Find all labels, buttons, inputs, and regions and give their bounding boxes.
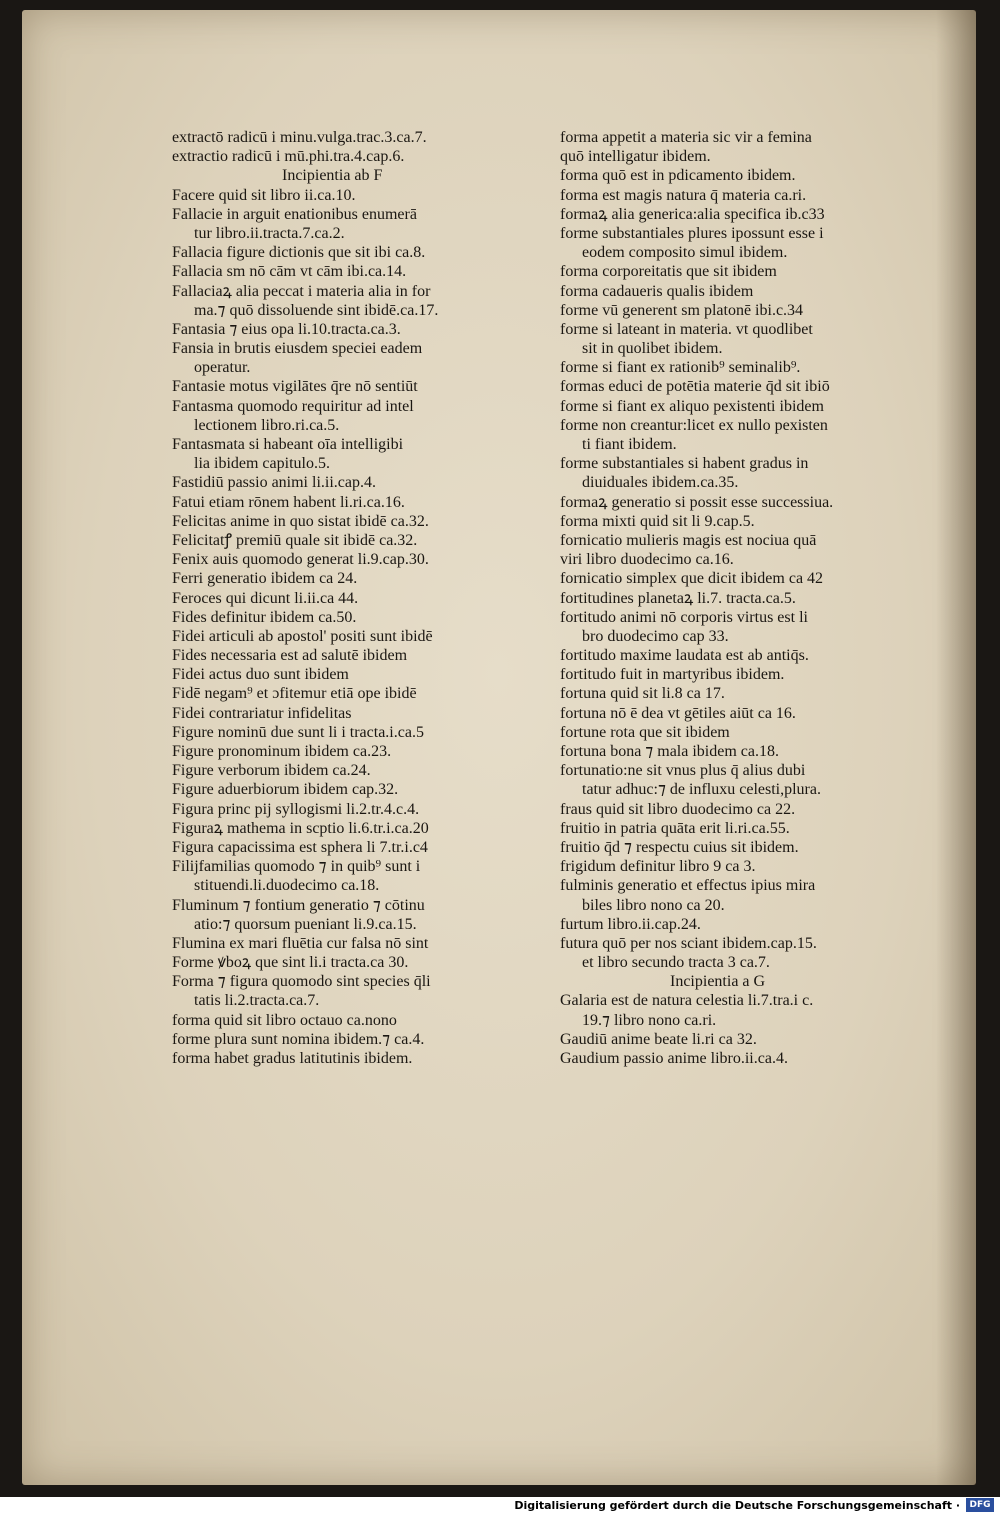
index-entry: furtum libro.ii.cap.24. xyxy=(560,915,701,933)
index-entry: fraus quid sit libro duodecimo ca 22. xyxy=(560,800,796,818)
index-entry: fortitudo fuit in martyribus ibidem. xyxy=(560,666,785,684)
index-entry: Feroces qui dicunt li.ii.ca 44. xyxy=(172,589,359,607)
left-column xyxy=(172,128,562,1068)
index-entry: biles libro nono ca 20. xyxy=(582,896,725,914)
index-entry: Flumina ex mari fluētia cur falsa nō sint xyxy=(172,934,429,952)
index-entry: stituendi.li.duodecimo ca.18. xyxy=(194,877,380,895)
index-entry: forme non creantur:licet ex nullo pexisten xyxy=(560,416,828,434)
index-entry: fortitudo animi nō corporis virtus est li xyxy=(560,608,808,626)
index-entry: forme plura sunt nomina ibidem.⁊ ca.4. xyxy=(172,1030,425,1048)
index-entry: viri libro duodecimo ca.16. xyxy=(560,551,734,569)
index-entry: Fides definitur ibidem ca.50. xyxy=(172,608,357,626)
index-entry: forme vū generent sm platonē ibi.c.34 xyxy=(560,301,804,319)
index-entry: Filijfamilias quomodo ⁊ in quib⁹ sunt i xyxy=(172,858,421,876)
index-entry: Gaudiū anime beate li.ri ca 32. xyxy=(560,1030,757,1048)
index-entry: Fallacie in arguit enationibus enumerā xyxy=(172,205,417,223)
index-entry: fortunatio:ne sit vnus plus q̄ alius dubi xyxy=(560,762,806,780)
right-column xyxy=(560,128,960,1068)
index-entry: fortune rota que sit ibidem xyxy=(560,723,730,741)
index-entry: formaꝝ alia generica:alia specifica ib.c33 xyxy=(560,205,825,223)
index-entry: Fenix auis quomodo generat li.9.cap.30. xyxy=(172,551,429,569)
index-entry: Fantasmata si habeant oīa intelligibi xyxy=(172,436,404,453)
index-entry: lia ibidem capitulo.5. xyxy=(194,455,330,473)
index-entry: Figure nominū due sunt li i tracta.i.ca.5 xyxy=(172,723,424,741)
index-entry: Fidei articuli ab apostol' positi sunt ibidē xyxy=(172,627,433,645)
index-entry: Fatui etiam rōnem habent li.ri.ca.16. xyxy=(172,493,405,511)
index-entry: Fallacia sm nō cām vt cām ibi.ca.14. xyxy=(172,263,407,281)
index-entry: tatur adhuc:⁊ de influxu celesti,plura. xyxy=(582,781,821,799)
index-entry: formaꝝ generatio si possit esse successiua. xyxy=(560,493,834,511)
index-entry: fortuna nō ē dea vt gētiles aiūt ca 16. xyxy=(560,704,796,722)
index-entry: Fidē negam⁹ et ɔfitemur etiā ope ibidē xyxy=(172,685,417,703)
index-entry: Forme ꝟboꝝ que sint li.i tracta.ca 30. xyxy=(172,954,409,972)
index-entry: 19.⁊ libro nono ca.ri. xyxy=(582,1011,717,1029)
index-entry: fruitio in patria quāta erit li.ri.ca.55. xyxy=(560,819,790,837)
index-entry: Felicitas anime in quo sistat ibidē ca.32. xyxy=(172,512,429,530)
index-entry: futura quō per nos sciant ibidem.cap.15. xyxy=(560,934,817,952)
index-entry: Fantasia ⁊ eius opa li.10.tracta.ca.3. xyxy=(172,320,401,338)
index-entry: forme substantiales plures ipossunt esse i xyxy=(560,224,824,242)
index-entry: Figuraꝝ mathema in scptio li.6.tr.i.ca.20 xyxy=(172,819,429,837)
dfg-logo: DFG xyxy=(966,1498,994,1512)
index-entry: forma quō est in pdicamento ibidem. xyxy=(560,167,796,185)
index-entry: quō intelligatur ibidem. xyxy=(560,148,711,166)
index-entry: Galaria est de natura celestia li.7.tra.i c. xyxy=(560,992,814,1010)
index-entry: forma appetit a materia sic vir a femina xyxy=(560,129,812,146)
index-entry: fulminis generatio et effectus ipius mira xyxy=(560,877,816,895)
section-heading: Incipientia a G xyxy=(670,973,766,991)
index-entry: Fallacia figure dictionis que sit ibi ca.8. xyxy=(172,244,426,262)
index-entry: tur libro.ii.tracta.7.ca.2. xyxy=(194,224,345,242)
index-entry: bro duodecimo cap 33. xyxy=(582,627,729,645)
index-entry: fortitudo maxime laudata est ab antiq̄s. xyxy=(560,647,809,665)
index-entry: fortitudines planetaꝝ li.7. tracta.ca.5. xyxy=(560,589,796,607)
index-entry: forme si fiant ex aliquo pexistenti ibidem xyxy=(560,397,824,415)
index-entry: Figure aduerbiorum ibidem cap.32. xyxy=(172,781,399,799)
index-entry: operatur. xyxy=(194,359,251,377)
index-entry: Figure verborum ibidem ca.24. xyxy=(172,762,371,780)
index-entry: forme substantiales si habent gradus in xyxy=(560,455,809,473)
index-entry: Fallaciaꝝ alia peccat i materia alia in for xyxy=(172,282,431,300)
footer-credit: Digitalisierung gefördert durch die Deutsche Forschungsgemeinschaft · xyxy=(514,1499,960,1512)
index-entry: extractō radicū i minu.vulga.trac.3.ca.7. xyxy=(172,129,427,146)
index-entry: extractio radicū i mū.phi.tra.4.cap.6. xyxy=(172,148,405,166)
index-entry: sit in quolibet ibidem. xyxy=(582,340,723,358)
index-entry: forme si fiant ex rationib⁹ seminalib⁹. xyxy=(560,359,801,377)
index-entry: Facere quid sit libro ii.ca.10. xyxy=(172,186,356,204)
index-entry: Fluminum ⁊ fontium generatio ⁊ cōtinu xyxy=(172,896,425,914)
index-entry: Felicitatꝭ premiū quale sit ibidē ca.32. xyxy=(172,531,418,549)
index-entry: Fidei actus duo sunt ibidem xyxy=(172,666,349,684)
index-entry: forme si lateant in materia. vt quodlibet xyxy=(560,320,813,338)
index-entry: forma mixti quid sit li 9.cap.5. xyxy=(560,512,755,530)
index-entry: Fantasma quomodo requiritur ad intel xyxy=(172,397,414,415)
index-entry: Figura princ pij syllogismi li.2.tr.4.c.4. xyxy=(172,800,420,818)
index-entry: Figure pronominum ibidem ca.23. xyxy=(172,743,392,760)
index-entry: frigidum definitur libro 9 ca 3. xyxy=(560,858,756,876)
index-entry: diuiduales ibidem.ca.35. xyxy=(582,474,739,492)
index-entry: forma habet gradus latitutinis ibidem. xyxy=(172,1050,413,1067)
footer-bar xyxy=(0,1497,1000,1514)
index-entry: forma corporeitatis que sit ibidem xyxy=(560,263,777,281)
index-entry: fortuna bona ⁊ mala ibidem ca.18. xyxy=(560,743,779,760)
index-entry: atio:⁊ quorsum pueniant li.9.ca.15. xyxy=(194,915,417,933)
index-entry: Fantasie motus vigilātes q̄re nō sentiūt xyxy=(172,378,418,396)
index-entry: fornicatio simplex que dicit ibidem ca 42 xyxy=(560,570,824,588)
index-entry: forma cadaueris qualis ibidem xyxy=(560,282,754,300)
index-entry: Fidei contrariatur infidelitas xyxy=(172,704,352,722)
index-entry: fornicatio mulieris magis est nociua quā xyxy=(560,531,817,549)
index-entry: lectionem libro.ri.ca.5. xyxy=(194,416,340,434)
index-entry: eodem composito simul ibidem. xyxy=(582,244,788,262)
index-entry: Gaudium passio anime libro.ii.ca.4. xyxy=(560,1050,788,1067)
index-entry: Fansia in brutis eiusdem speciei eadem xyxy=(172,340,423,358)
section-heading: Incipientia ab F xyxy=(282,167,383,185)
index-entry: forma est magis natura q̄ materia ca.ri. xyxy=(560,186,807,204)
index-entry: Forma ⁊ figura quomodo sint species q̄li xyxy=(172,973,431,991)
index-entry: tatis li.2.tracta.ca.7. xyxy=(194,992,320,1010)
index-entry: ma.⁊ quō dissoluende sint ibidē.ca.17. xyxy=(194,301,439,319)
index-entry: et libro secundo tracta 3 ca.7. xyxy=(582,954,770,972)
index-entry: forma quid sit libro octauo ca.nono xyxy=(172,1011,397,1029)
index-entry: Fides necessaria est ad salutē ibidem xyxy=(172,647,408,665)
index-entry: Ferri generatio ibidem ca 24. xyxy=(172,570,358,588)
index-entry: fortuna quid sit li.8 ca 17. xyxy=(560,685,725,703)
index-entry: ti fiant ibidem. xyxy=(582,436,677,453)
index-entry: Fastidiū passio animi li.ii.cap.4. xyxy=(172,474,376,492)
index-entry: formas educi de potētia materie q̄d sit ibiō xyxy=(560,378,830,396)
index-entry: fruitio q̄d ⁊ respectu cuius sit ibidem. xyxy=(560,838,799,856)
index-entry: Figura capacissima est sphera li 7.tr.i.c4 xyxy=(172,838,428,856)
